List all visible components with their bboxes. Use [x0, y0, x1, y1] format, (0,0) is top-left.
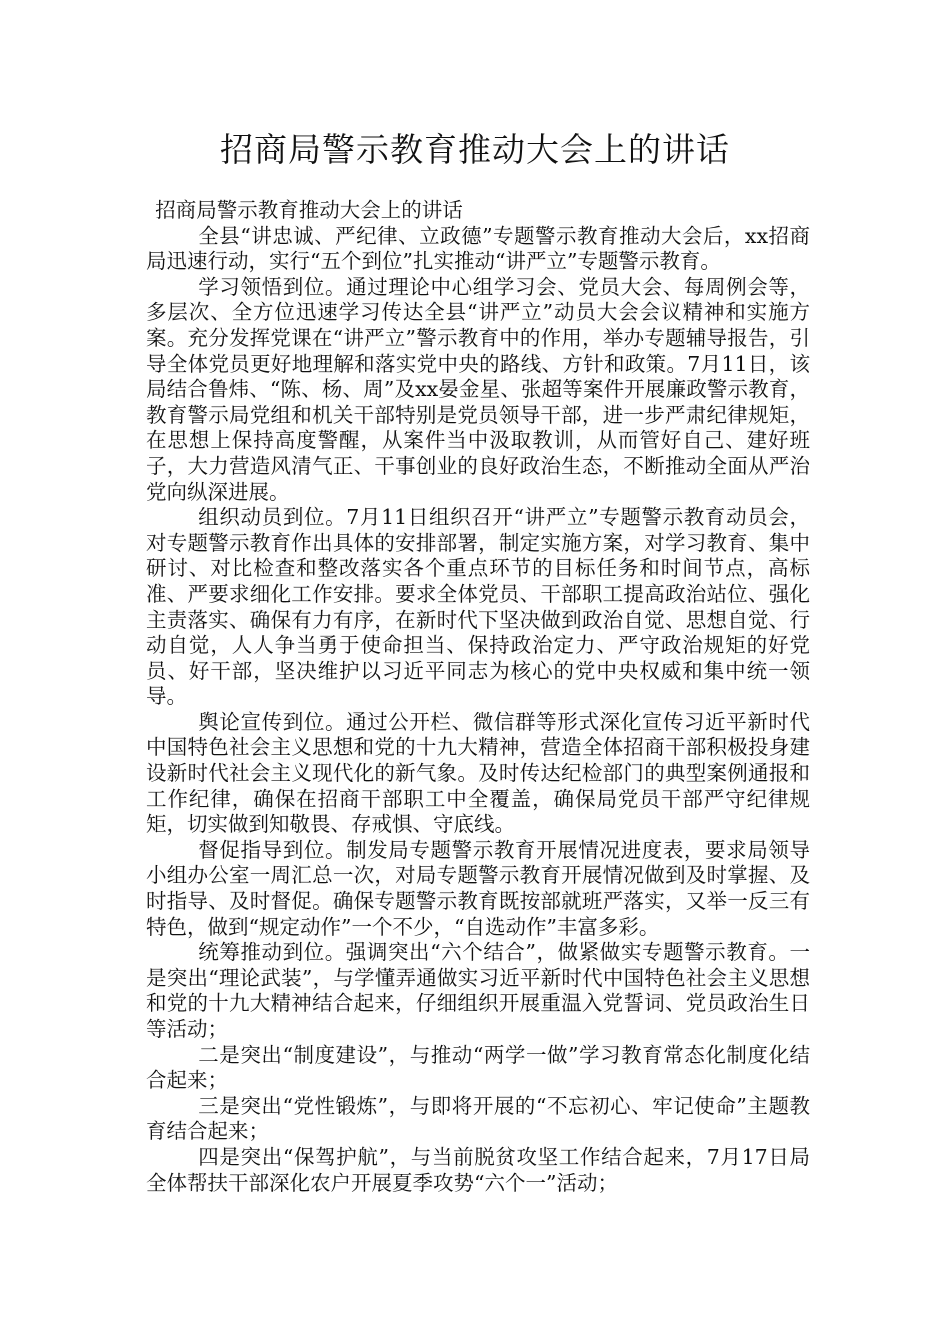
publicity-paragraph: 舆论宣传到位。通过公开栏、微信群等形式深化宣传习近平新时代中国特色社会主义思想和党的十九大精神，营造全体招商干部积极投身建设新时代社会主义现代化的新气象。及时传达纪检部门的典型案例通报和工作纪律，确保在招商干部职工中全覆盖，确保局党员干部严守纪律规矩，切实做到知敬畏、存戒惧、守底线。 — [146, 709, 810, 837]
document-title: 招商局警示教育推动大会上的讲话 — [220, 130, 730, 169]
study-paragraph: 学习领悟到位。通过理论中心组学习会、党员大会、每周例会等，多层次、全方位迅速学习传达全县“讲严立”动员大会会议精神和实施方案。充分发挥党课在“讲严立”警示教育中的作用，举办专题辅导报告，引导全体党员更好地理解和落实党中央的路线、方针和政策。7月11日，该局结合鲁炜、“陈、杨、周”及xx晏金星、张超等案件开展廉政警示教育，教育警示局党组和机关干部特别是党员领导干部，进一步严肃纪律规矩，在思想上保持高度警醒，从案件当中汲取教训，从而管好自己、建好班子，大力营造风清气正、干事创业的良好政治生态，不断推动全面从严治党向纵深进展。 — [146, 274, 810, 504]
coordination-paragraph: 统筹推动到位。强调突出“六个结合”，做紧做实专题警示教育。一是突出“理论武装”，与学懂弄通做实习近平新时代中国特色社会主义思想和党的十九大精神结合起来，仔细组织开展重温入党誓词、党员政治生日等活动； — [146, 940, 810, 1041]
mobilization-paragraph: 组织动员到位。7月11日组织召开“讲严立”专题警示教育动员会，对专题警示教育作出具体的安排部署，制定实施方案，对学习教育、集中研讨、对比检查和整改落实各个重点环节的目标任务和时间节点，高标准、严要求细化工作安排。要求全体党员、干部职工提高政治站位、强化主责落实、确保有力有序，在新时代下坚决做到政治自觉、思想自觉、行动自觉，人人争当勇于使命担当、保持政治定力、严守政治规矩的好党员、好干部，坚决维护以习近平同志为核心的党中央权威和集中统一领导。 — [146, 505, 810, 709]
item-two-paragraph: 二是突出“制度建设”，与推动“两学一做”学习教育常态化制度化结合起来； — [146, 1042, 810, 1093]
document-body — [146, 198, 810, 1196]
item-three-paragraph: 三是突出“党性锻炼”，与即将开展的“不忘初心、牢记使命”主题教育结合起来； — [146, 1093, 810, 1144]
intro-paragraph: 全县“讲忠诚、严纪律、立政德”专题警示教育推动大会后，xx招商局迅速行动，实行“五个到位”扎实推动“讲严立”专题警示教育。 — [146, 223, 810, 274]
subtitle-paragraph: 招商局警示教育推动大会上的讲话 — [155, 198, 463, 222]
supervision-paragraph: 督促指导到位。制发局专题警示教育开展情况进度表，要求局领导小组办公室一周汇总一次，对局专题警示教育开展情况做到及时掌握、及时指导、及时督促。确保专题警示教育既按部就班严落实，又举一反三有特色，做到“规定动作”一个不少，“自选动作”丰富多彩。 — [146, 837, 810, 939]
item-four-paragraph: 四是突出“保驾护航”，与当前脱贫攻坚工作结合起来，7月17日局全体帮扶干部深化农户开展夏季攻势“六个一”活动； — [146, 1144, 810, 1195]
